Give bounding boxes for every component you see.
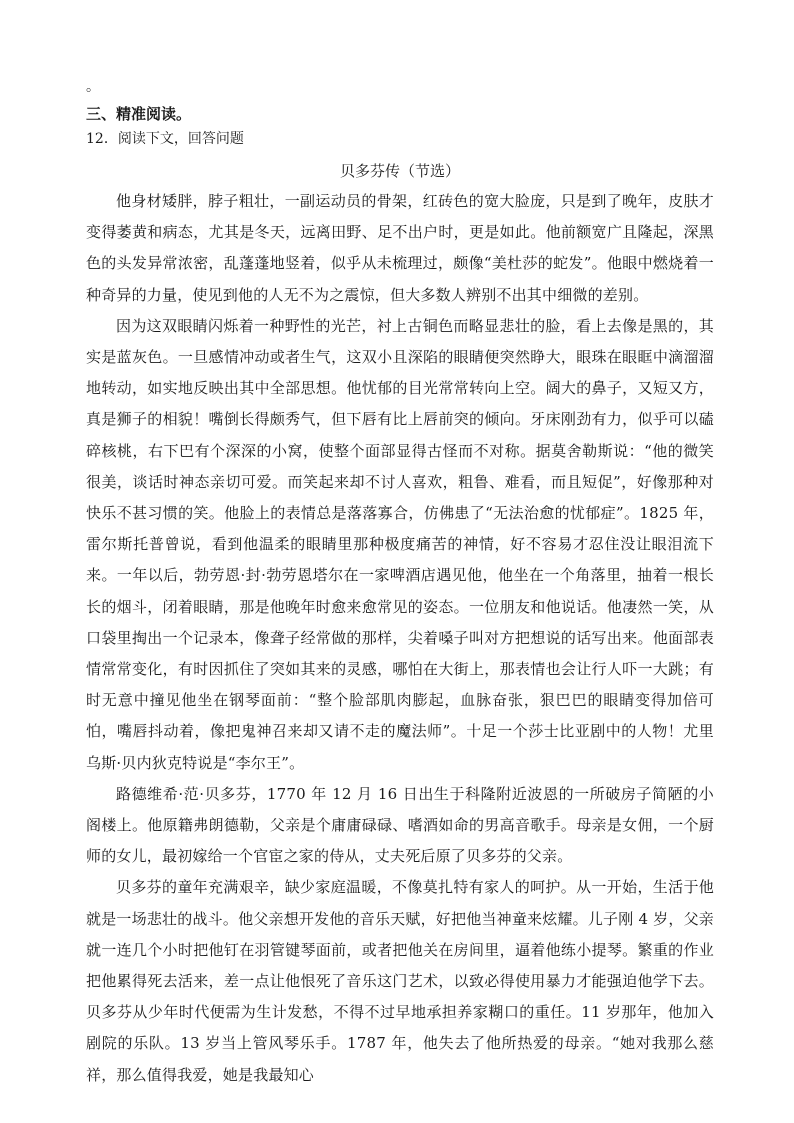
paragraph-eyes-and-expression: 因为这双眼睛闪烁着一种野性的光芒，衬上古铜色而略显悲壮的脸，看上去像是黑的，其实是蓝灰色。一旦感情冲动或者生气，这双小且深陷的眼睛便突然睁大，眼珠在眼眶中滴溜溜地转动，如实地反映出其中全部思想。他忧郁的目光常常转向上空。阔大的鼻子，又短又方，真是狮子的相貌！嘴倒长得颇秀气，但下唇有比上唇前突的倾向。牙床刚劲有力，似乎可以磕碎核桃，右下巴有个深深的小窝，使整个面部显得古怪而不对称。据莫舍勒斯说：“他的微笑很美，谈话时神态亲切可爱。而笑起来却不讨人喜欢，粗鲁、难看，而且短促”，好像那种对快乐不甚习惯的笑。他脸上的表情总是落落寡合，仿佛患了“无法治愈的忧郁症”。1825 年，雷尔斯托普曾说，看到他温柔的眼睛里那种极度痛苦的神情，好不容易才忍住没让眼泪流下来。一年以后，勃劳恩·封·勃劳恩塔尔在一家啤酒店遇见他，他坐在一个角落里，抽着一根长长的烟斗，闭着眼睛，那是他晚年时愈来愈常见的姿态。一位朋友和他说话。他凄然一笑，从口袋里掏出一个记录本，像聋子经常做的那样，尖着嗓子叫对方把想说的话写出来。他面部表情常常变化，有时因抓住了突如其来的灵感，哪怕在大街上，那表情也会让行人吓一大跳；有时无意中撞见他坐在钢琴面前：“整个脸部肌肉膨起，血脉奋张，狠巴巴的眼睛变得加倍可怕，嘴唇抖动着，像把鬼神召来却又请不走的魔法师”。十足一个莎士比亚剧中的人物！尤里乌斯·贝内狄克特说是“李尔王”。: [86, 316, 714, 772]
document-page: [86, 76, 714, 1091]
paragraph-birth-and-family: 路德维希·范·贝多芬，1770 年 12 月 16 日出生于科隆附近波恩的一所破房子简陋的小阁楼上。他原籍弗朗德勒，父亲是个庸庸碌碌、嗜酒如命的男高音歌手。母亲是女佣，一个厨师的女儿，最初嫁给一个官宦之家的侍从，丈夫死后原了贝多芬的父亲。: [86, 784, 714, 866]
question-prompt: 12．阅读下文，回答问题: [86, 131, 244, 147]
article-title: 贝多芬传（节选）: [339, 162, 460, 180]
paragraph-appearance: 他身材矮胖，脖子粗壮，一副运动员的骨架，红砖色的宽大脸庞，只是到了晚年，皮肤才变得萎黄和病态，尤其是冬天，远离田野、足不出户时，更是如此。他前额宽广且隆起，深黑色的头发异常浓密，乱蓬蓬地竖着，似乎从未梳理过，颇像“美杜莎的蛇发”。他眼中燃烧着一种奇异的力量，使见到他的人无不为之震惊，但大多数人辨别不出其中细微的差别。: [86, 192, 714, 304]
stray-punctuation: 。: [86, 79, 100, 95]
paragraph-childhood: 贝多芬的童年充满艰辛，缺少家庭温暖，不像莫扎特有家人的呵护。从一开始，生活于他就是一场悲壮的战斗。他父亲想开发他的音乐天赋，好把他当神童来炫耀。儿子刚 4 岁，父亲就一连几个小时把他钉在羽管键琴面前，或者把他关在房间里，逼着他练小提琴。繁重的作业把他累得死去活来，差一点让他恨死了音乐这门艺术，以致必得使用暴力才能强迫他学下去。贝多芬从少年时代便需为生计发愁，不得不过早地承担养家糊口的重任。11 岁那年，他加入剧院的乐队。13 岁当上管风琴乐手。1787 年，他失去了他所热爱的母亲。“她对我那么慈祥，那么值得我爱，她是我最知心: [86, 878, 714, 1084]
section-heading: 三、精准阅读。: [86, 105, 192, 123]
